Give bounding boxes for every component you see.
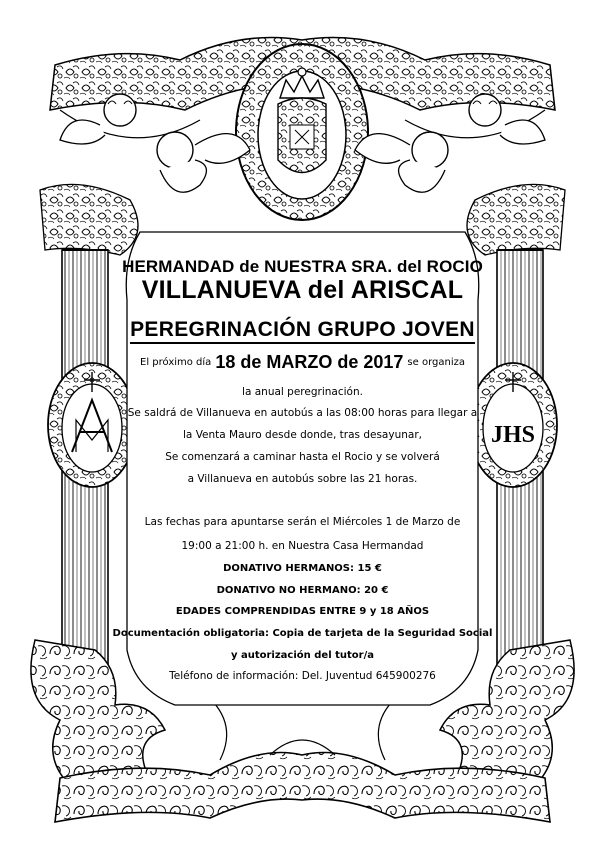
- event-date: 18 de MARZO de 2017: [215, 352, 404, 372]
- donation-members: DONATIVO HERMANOS: 15 €: [223, 563, 382, 574]
- town-name: VILLANUEVA del ARISCAL: [141, 276, 464, 304]
- brotherhood-name: HERMANDAD de NUESTRA SRA. del ROCIO: [122, 257, 483, 276]
- required-documents: Documentación obligatoria: Copia de tarjeta de la Seguridad Social: [112, 628, 493, 639]
- body-line-4: Se comenzará a caminar hasta el Rocio y se volverá: [165, 451, 440, 463]
- event-title: [0, 318, 605, 342]
- donation-non-members: DONATIVO NO HERMANO: 20 €: [216, 585, 389, 596]
- body-line-5: a Villanueva en autobús sobre las 21 horas.: [187, 473, 418, 485]
- jhs-monogram-text: JHS: [490, 422, 536, 448]
- date-suffix: se organiza: [407, 357, 465, 368]
- date-prefix: El próximo día: [140, 357, 212, 368]
- guardian-authorization: y autorización del tutor/a: [230, 650, 374, 661]
- contact-phone: Teléfono de información: Del. Juventud 645900276: [169, 670, 436, 682]
- date-line: [0, 352, 605, 373]
- body-line-1: la anual peregrinación.: [242, 386, 363, 398]
- body-line-3: la Venta Mauro desde donde, tras desayunar,: [183, 429, 422, 441]
- age-range: EDADES COMPRENDIDAS ENTRE 9 y 18 AÑOS: [175, 606, 430, 617]
- event-title-text: PEREGRINACIÓN GRUPO JOVEN: [130, 318, 475, 344]
- body-line-7: 19:00 a 21:00 h. en Nuestra Casa Hermandad: [181, 540, 424, 552]
- body-line-6: Las fechas para apuntarse serán el Miércoles 1 de Marzo de: [144, 516, 461, 528]
- body-line-2: Se saldrá de Villanueva en autobús a las 08:00 horas para llegar a: [127, 407, 478, 419]
